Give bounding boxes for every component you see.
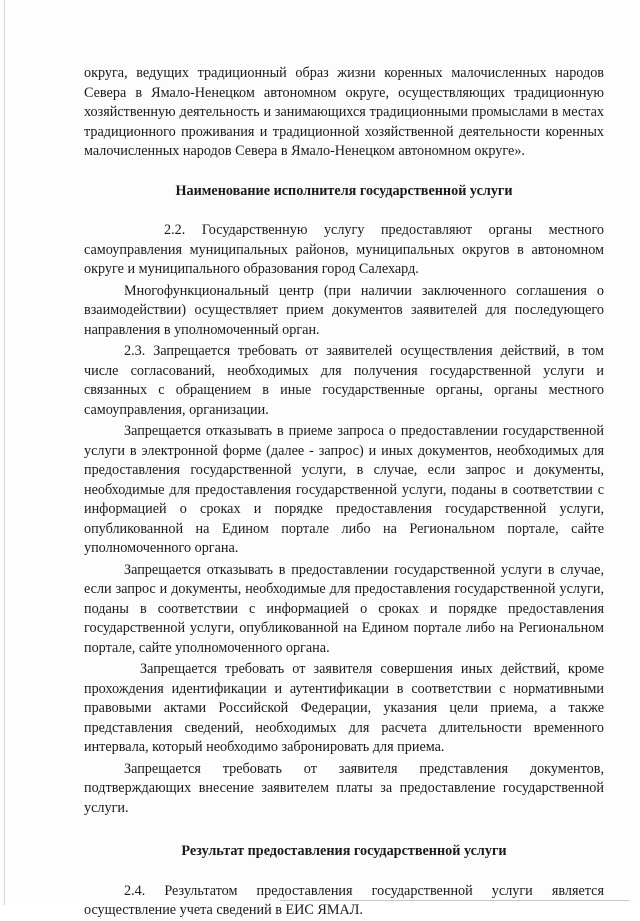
paragraph-2-3: 2.3. Запрещается требовать от заявителей осуществления действий, в том числе согласований, необходимых для получения государственной услуги и связанных с обращением в иные государственные органы, органы местного самоуправления, организации.: [84, 343, 604, 418]
page-edge-left: [4, 0, 5, 905]
paragraph-payment-documents: Запрещается требовать от заявителя представления документов, подтверждающих внесение заявителем платы за предоставление государственной услуги.: [84, 760, 604, 816]
intro-paragraph: округа, ведущих традиционный образ жизни коренных малочисленных народов Севера в Ямало-Ненецком автономном округе, осуществляющих традиционную хозяйственную деятельность и занимающихся традиционными промыслами в местах традиционного проживания и традиционной хозяйственной деятельности коренных малочисленных народов Севера в Ямало-Ненецком автономном округе».: [84, 65, 604, 159]
section-heading-result: Результат предоставления государственной услуги: [181, 843, 507, 859]
paragraph-mfc: Многофункциональный центр (при наличии заключенного соглашения о взаимодействии) осуществляет прием документов заявителей для последующего направления в уполномоченный орган.: [84, 282, 604, 338]
paragraph-refuse-provide: Запрещается отказывать в предоставлении государственной услуги в случае, если запрос и документы, необходимые для предоставления государственной услуги, поданы в соответствии с информацией о сроках и порядке предоставления государственной услуги, опубликованной на Едином портале либо на Региональном портале, сайте уполномоченного органа.: [84, 561, 604, 656]
paragraph-other-actions: Запрещается требовать от заявителя совершения иных действий, кроме прохождения идентификации и аутентификации в соответствии с нормативными правовыми актами Российской Федерации, указания цели приема, а также представления сведений, необходимых для расчета длительности временного интервала, который необходимо забронировать для приема.: [84, 661, 604, 755]
paragraph-2-2: 2.2. Государственную услугу предоставляют органы местного самоуправления муниципальных районов, муниципальных округов в автономном округе и муниципального образования город Салехард.: [84, 222, 604, 277]
paragraph-2-4: 2.4. Результатом предоставления государственной услуги является осуществление учета сведений в ЕИС ЯМАЛ.: [84, 882, 604, 918]
paragraph-refuse-accept: Запрещается отказывать в приеме запроса о предоставлении государственной услуги в электронной форме (далее - запрос) и иных документов, необходимых для предоставления государственной услуги, в случае, если запрос и документы, необходимые для предоставления государственной услуги, поданы в соответствии с информацией о сроках и порядке предоставления государственной услуги, опубликованной на Едином портале либо на Региональном портале, сайте уполномоченного органа.: [84, 423, 604, 556]
section-heading-executor: Наименование исполнителя государственной услуги: [175, 182, 513, 199]
document-body: [84, 64, 604, 921]
